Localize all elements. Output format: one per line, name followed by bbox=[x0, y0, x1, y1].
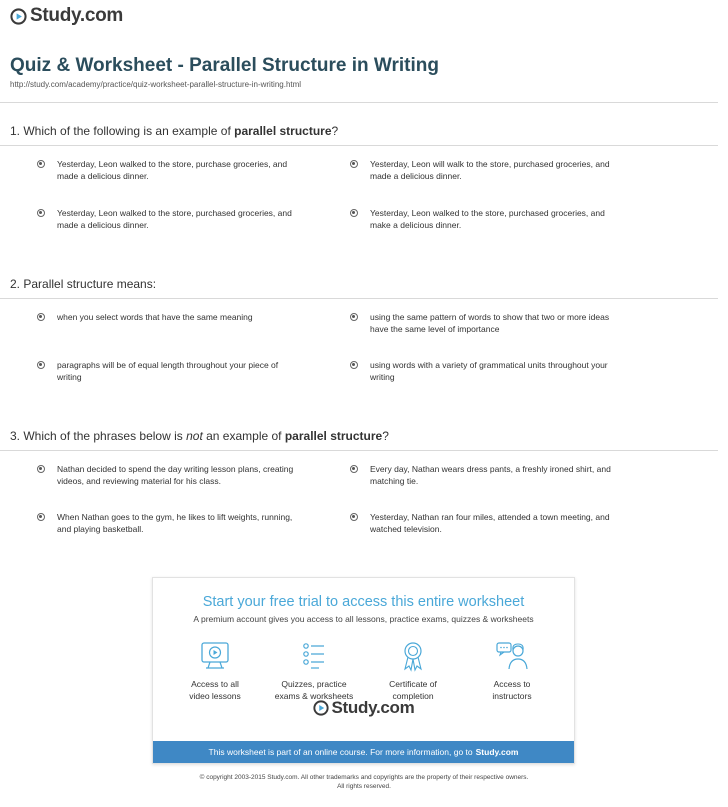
radio-button[interactable] bbox=[350, 361, 358, 369]
page-url[interactable]: http://study.com/academy/practice/quiz-worksheet-parallel-structure-in-writing.html bbox=[10, 80, 302, 89]
radio-button[interactable] bbox=[37, 465, 45, 473]
copyright-notice: © copyright 2003-2015 Study.com. All other trademarks and copyrights are the property of their respective owners. All rights reserved. bbox=[199, 774, 529, 790]
q3-option-c[interactable]: When Nathan goes to the gym, he likes to lift weights, running, and playing basketball. bbox=[57, 511, 337, 535]
q3-option-a[interactable]: Nathan decided to spend the day writing lesson plans, creating videos, and reviewing material for his class. bbox=[57, 463, 337, 487]
q2-option-d[interactable]: using words with a variety of grammatical units throughout your writing bbox=[370, 359, 650, 383]
radio-button[interactable] bbox=[350, 209, 358, 217]
q1-option-c[interactable]: Yesterday, Leon walked to the store, purchased groceries, and made a delicious dinner. bbox=[57, 207, 337, 231]
play-circle-icon bbox=[313, 700, 329, 716]
promo-study-logo[interactable] bbox=[153, 698, 574, 718]
promo-title[interactable]: Start your free trial to access this entire worksheet bbox=[202, 594, 525, 610]
promo-bar-link[interactable]: Study.com bbox=[475, 747, 519, 757]
video-lessons-icon bbox=[198, 640, 232, 672]
radio-button[interactable] bbox=[37, 160, 45, 168]
logo-text: Study.com bbox=[331, 698, 415, 717]
play-circle-icon bbox=[10, 8, 27, 25]
feature-video-lessons: Access to all video lessons bbox=[170, 640, 260, 702]
radio-button[interactable] bbox=[350, 160, 358, 168]
q3-option-b[interactable]: Every day, Nathan wears dress pants, a freshly ironed shirt, and matching tie. bbox=[370, 463, 650, 487]
q3-option-d[interactable]: Yesterday, Nathan ran four miles, attended a town meeting, and watched television. bbox=[370, 511, 650, 535]
q1-option-a[interactable]: Yesterday, Leon walked to the store, purchase groceries, and made a delicious dinner. bbox=[57, 158, 337, 182]
q1-option-b[interactable]: Yesterday, Leon will walk to the store, purchased groceries, and made a delicious dinner. bbox=[370, 158, 650, 182]
radio-button[interactable] bbox=[350, 313, 358, 321]
radio-button[interactable] bbox=[37, 209, 45, 217]
quizzes-list-icon bbox=[297, 640, 331, 672]
promo-info-bar bbox=[153, 741, 574, 763]
radio-button[interactable] bbox=[350, 465, 358, 473]
q2-option-c[interactable]: paragraphs will be of equal length throughout your piece of writing bbox=[57, 359, 337, 383]
certificate-icon bbox=[396, 640, 430, 672]
page-title: Quiz & Worksheet - Parallel Structure in Writing bbox=[10, 55, 439, 76]
radio-button[interactable] bbox=[37, 313, 45, 321]
study-logo[interactable] bbox=[10, 5, 123, 27]
question-2: 2. Parallel structure means: bbox=[10, 277, 157, 291]
question-3: 3. Which of the phrases below is not an example of parallel structure? bbox=[10, 429, 389, 443]
question-1: 1. Which of the following is an example of parallel structure? bbox=[10, 124, 339, 138]
radio-button[interactable] bbox=[350, 513, 358, 521]
free-trial-promo bbox=[152, 577, 575, 764]
divider bbox=[0, 145, 718, 146]
q1-option-d[interactable]: Yesterday, Leon walked to the store, purchased groceries, and make a delicious dinner. bbox=[370, 207, 650, 231]
logo-text: Study.com bbox=[30, 5, 124, 26]
q2-option-a[interactable]: when you select words that have the same meaning bbox=[57, 311, 337, 323]
promo-subtitle: A premium account gives you access to all lessons, practice exams, quizzes & worksheets bbox=[193, 614, 534, 624]
divider bbox=[0, 298, 718, 299]
feature-quizzes: Quizzes, practice exams & worksheets bbox=[269, 640, 359, 702]
radio-button[interactable] bbox=[37, 513, 45, 521]
feature-certificate: Certificate of completion bbox=[368, 640, 458, 702]
promo-bar-text: This worksheet is part of an online course. For more information, go to bbox=[208, 747, 473, 757]
divider bbox=[0, 450, 718, 451]
q2-option-b[interactable]: using the same pattern of words to show that two or more ideas have the same level of importance bbox=[370, 311, 650, 335]
radio-button[interactable] bbox=[37, 361, 45, 369]
divider bbox=[0, 102, 718, 103]
instructor-chat-icon bbox=[495, 640, 529, 672]
feature-instructors: Access to instructors bbox=[467, 640, 557, 702]
